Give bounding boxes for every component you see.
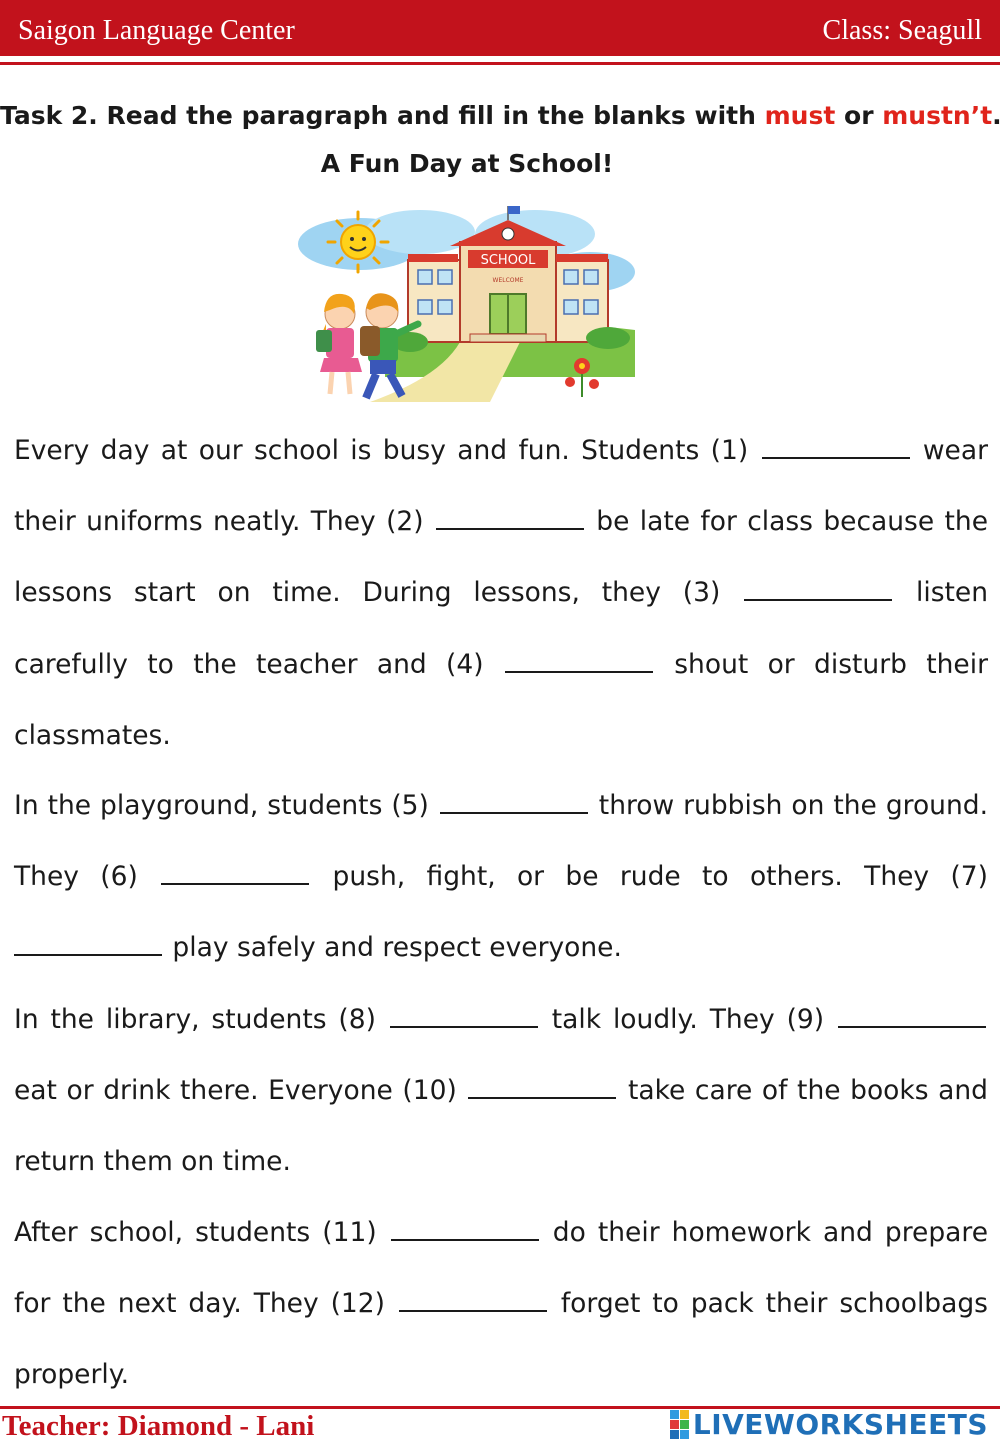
paragraph-text: eat or drink there. Everyone (10): [14, 1075, 467, 1107]
svg-text:SCHOOL: SCHOOL: [480, 253, 536, 268]
answer-blank-9[interactable]: [838, 1006, 986, 1028]
paragraph-text: push, fight, or be rude to others. They (7): [311, 861, 988, 893]
task-suffix: .: [992, 101, 1002, 130]
answer-blank-5[interactable]: [440, 792, 588, 814]
paragraph-text: In the playground, students (5): [14, 790, 438, 821]
class-label: Class: Seagull: [822, 15, 982, 46]
paragraph-text: be late for class because the lessons start on time. During lessons, they (3): [14, 506, 988, 609]
task-middle: or: [835, 101, 883, 130]
header-divider: [0, 62, 1000, 65]
answer-blank-11[interactable]: [391, 1219, 539, 1241]
answer-blank-7[interactable]: [14, 934, 162, 956]
answer-blank-8[interactable]: [390, 1006, 538, 1028]
paragraph-text: forget to pack their schoolbags properly.: [14, 1288, 988, 1391]
paragraph-text: After school, students (11): [14, 1217, 389, 1248]
answer-blank-1[interactable]: [762, 437, 910, 459]
paragraph-1: [14, 415, 988, 771]
paragraph-text: play safely and respect everyone.: [164, 932, 622, 964]
paragraph-text: shout or disturb their classmates.: [14, 648, 988, 751]
answer-blank-4[interactable]: [505, 651, 653, 673]
liveworksheets-logo[interactable]: [670, 1407, 988, 1441]
answer-blank-6[interactable]: [161, 863, 309, 885]
liveworksheets-logo-icon: [670, 1410, 689, 1439]
answer-blank-2[interactable]: [436, 508, 584, 530]
task-instruction: [0, 98, 1000, 134]
story-title: A Fun Day at School!: [320, 149, 614, 178]
header-bar: [0, 0, 1000, 56]
paragraph-text: In the library, students (8): [14, 1004, 388, 1035]
paragraph-text: take care of the books and return them on time.: [14, 1075, 988, 1178]
paragraph-3: [14, 984, 988, 1198]
answer-blank-10[interactable]: [468, 1077, 616, 1099]
paragraph-4: [14, 1197, 988, 1411]
keyword-mustnt: mustn’t: [882, 101, 993, 130]
paragraph-text: talk loudly. They (9): [539, 1004, 836, 1035]
paragraph-text: Every day at our school is busy and fun. Students (1): [14, 435, 760, 466]
paragraph-text: wear their uniforms neatly. They (2): [14, 435, 988, 538]
paragraph-text: listen carefully to the teacher and (4): [14, 577, 989, 680]
paragraph-text: throw rubbish on the ground. They (6): [14, 790, 989, 893]
girl-student-icon: [316, 294, 362, 394]
answer-blank-12[interactable]: [399, 1290, 547, 1312]
paragraph-text: do their homework and prepare for the next day. They (12): [14, 1217, 988, 1320]
paragraph-2: [14, 770, 988, 984]
task-prefix: Task 2. Read the paragraph and fill in the blanks with: [0, 101, 765, 130]
brand-name: LIVEWORKSHEETS: [692, 1407, 988, 1441]
teacher-credit: Teacher: Diamond - Lani: [2, 1410, 315, 1442]
keyword-must: must: [764, 101, 836, 130]
school-name: Saigon Language Center: [18, 15, 295, 46]
svg-text:WELCOME: WELCOME: [492, 277, 524, 284]
answer-blank-3[interactable]: [744, 579, 892, 601]
school-scene-illustration: [290, 202, 640, 408]
